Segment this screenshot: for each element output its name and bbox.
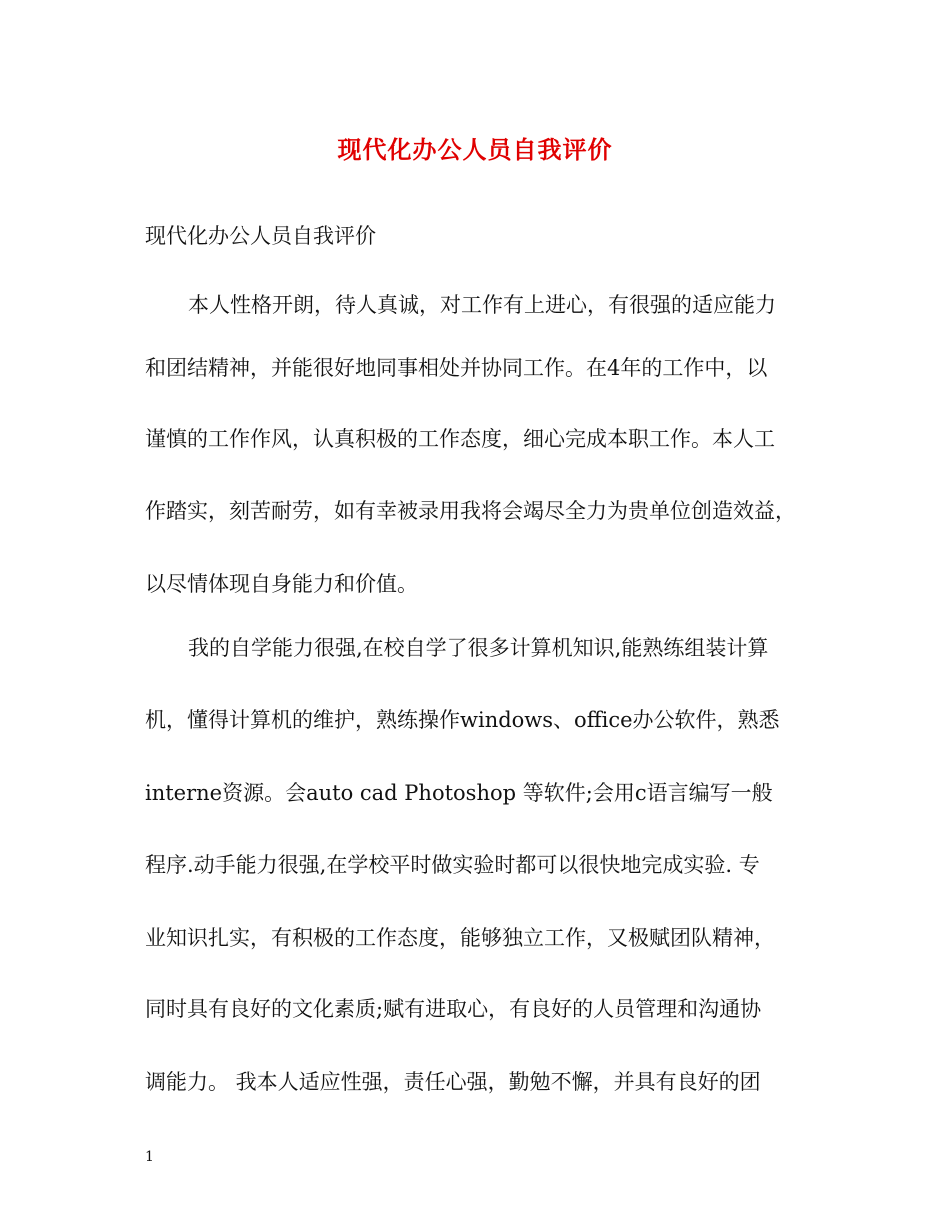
paragraph-line: 机，懂得计算机的维护，熟练操作windows、office办公软件，熟悉 <box>145 708 780 732</box>
paragraph-line: 程序.动手能力很强,在学校平时做实验时都可以很快地完成实验. 专 <box>145 853 760 877</box>
paragraph-line: 业知识扎实，有积极的工作态度，能够独立工作，又极赋团队精神， <box>145 926 775 950</box>
paragraph-line: interne资源。会auto cad Photoshop 等软件;会用c语言编写一般 <box>145 781 773 805</box>
paragraph-line: 我的自学能力很强,在校自学了很多计算机知识,能熟练组装计算 <box>188 636 769 660</box>
paragraph-line: 同时具有良好的文化素质;赋有进取心，有良好的人员管理和沟通协 <box>145 997 762 1021</box>
paragraph-line: 本人性格开朗，待人真诚，对工作有上进心，有很强的适应能力 <box>188 293 776 317</box>
paragraph-line: 以尽情体现自身能力和价值。 <box>145 572 418 596</box>
document-title: 现代化办公人员自我评价 <box>337 135 613 164</box>
page-number: 1 <box>145 1149 154 1165</box>
paragraph-line: 调能力。 我本人适应性强，责任心强，勤勉不懈，并具有良好的团 <box>145 1070 761 1094</box>
paragraph-line: 谨慎的工作作风，认真积极的工作态度，细心完成本职工作。本人工 <box>145 427 775 451</box>
paragraph-line: 和团结精神，并能很好地同事相处并协同工作。在4年的工作中，以 <box>145 356 768 380</box>
paragraph-line: 作踏实，刻苦耐劳，如有幸被录用我将会竭尽全力为贵单位创造效益， <box>145 499 796 523</box>
document-subtitle: 现代化办公人员自我评价 <box>145 224 376 248</box>
